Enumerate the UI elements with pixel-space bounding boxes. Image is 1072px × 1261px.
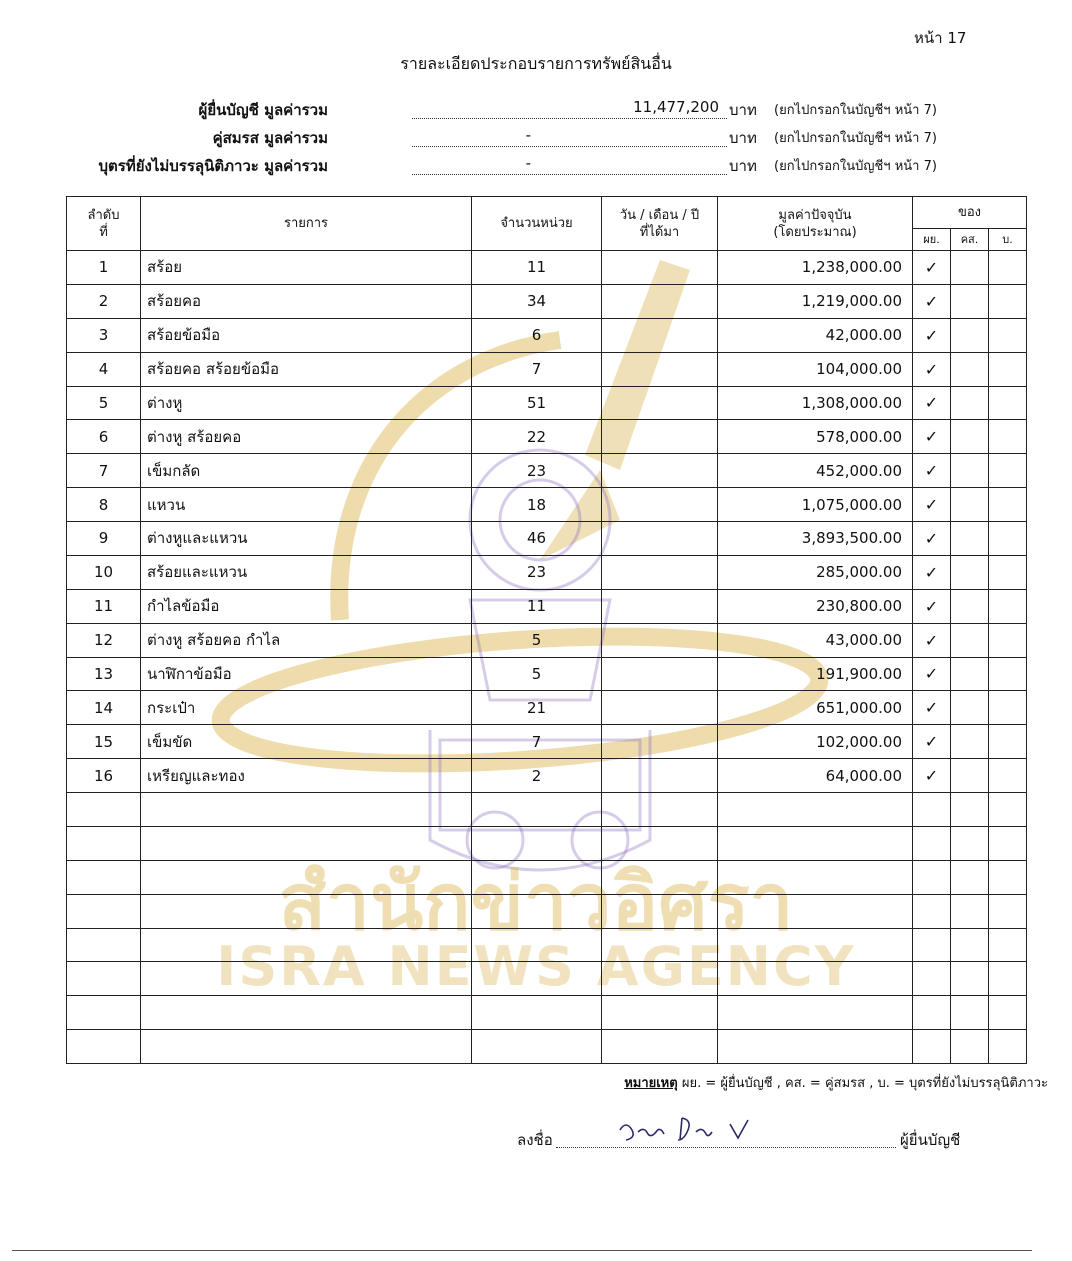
cell-qty: [472, 793, 602, 827]
header-no: ลำดับ ที่: [67, 197, 141, 251]
cell-owner-spouse: [951, 318, 989, 352]
cell-owner-spouse: [951, 691, 989, 725]
table-row: [67, 1030, 1027, 1064]
cell-owner-child: [989, 759, 1027, 793]
cell-owner-child: [989, 251, 1027, 285]
cell-owner-spouse: [951, 894, 989, 928]
cell-value: 104,000.00: [718, 352, 913, 386]
cell-owner-filer: ✓: [913, 251, 951, 285]
cell-qty: 18: [472, 488, 602, 522]
cell-item: [141, 1030, 472, 1064]
cell-owner-child: [989, 488, 1027, 522]
cell-owner-spouse: [951, 488, 989, 522]
cell-no: 10: [67, 555, 141, 589]
cell-owner-spouse: [951, 386, 989, 420]
cell-owner-child: [989, 555, 1027, 589]
watermark-thai-text: สำนักข่าวอิศรา: [278, 858, 794, 948]
cell-qty: [472, 1030, 602, 1064]
cell-qty: [472, 928, 602, 962]
summary-unit: บาท: [729, 157, 757, 175]
cell-owner-filer: [913, 826, 951, 860]
summary-unit: บาท: [729, 101, 757, 119]
cell-no: 11: [67, 589, 141, 623]
cell-date: [602, 1030, 718, 1064]
cell-owner-spouse: [951, 1030, 989, 1064]
cell-no: 14: [67, 691, 141, 725]
footnote: [624, 1072, 1048, 1093]
summary-note: (ยกไปกรอกในบัญชีฯ หน้า 7): [774, 131, 937, 146]
cell-no: 3: [67, 318, 141, 352]
cell-owner-spouse: [951, 555, 989, 589]
table-row: [67, 793, 1027, 827]
summary-unit: บาท: [729, 129, 757, 147]
cell-owner-spouse: [951, 928, 989, 962]
cell-owner-filer: [913, 962, 951, 996]
cell-qty: 7: [472, 725, 602, 759]
cell-no: 9: [67, 522, 141, 556]
cell-item: ต่างหู: [141, 386, 472, 420]
cell-value: [718, 894, 913, 928]
cell-date: [602, 251, 718, 285]
cell-owner-spouse: [951, 759, 989, 793]
cell-owner-spouse: [951, 725, 989, 759]
header-owner: ของ: [913, 197, 1027, 229]
cell-item: กระเป๋า: [141, 691, 472, 725]
cell-value: 64,000.00: [718, 759, 913, 793]
cell-date: [602, 454, 718, 488]
signature-label: ลงชื่อ: [517, 1131, 553, 1149]
cell-date: [602, 759, 718, 793]
cell-date: [602, 691, 718, 725]
cell-item: [141, 826, 472, 860]
signature-row: [0, 1128, 1072, 1156]
cell-value: 1,075,000.00: [718, 488, 913, 522]
cell-owner-child: [989, 386, 1027, 420]
cell-no: 4: [67, 352, 141, 386]
cell-qty: 51: [472, 386, 602, 420]
cell-owner-filer: ✓: [913, 589, 951, 623]
summary-value: -: [525, 126, 531, 144]
cell-item: สร้อย: [141, 251, 472, 285]
cell-owner-spouse: [951, 420, 989, 454]
cell-no: 6: [67, 420, 141, 454]
summary-label: บุตรที่ยังไม่บรรลุนิติภาวะ มูลค่ารวม: [98, 157, 328, 175]
cell-value: 1,238,000.00: [718, 251, 913, 285]
cell-owner-filer: ✓: [913, 420, 951, 454]
cell-no: [67, 928, 141, 962]
cell-owner-child: [989, 454, 1027, 488]
cell-owner-filer: ✓: [913, 522, 951, 556]
asset-rows: [67, 251, 1027, 1064]
cell-owner-child: [989, 1030, 1027, 1064]
cell-item: แหวน: [141, 488, 472, 522]
cell-no: 12: [67, 623, 141, 657]
cell-no: 2: [67, 284, 141, 318]
page-number: หน้า 17: [914, 29, 967, 47]
table-row: [67, 488, 1027, 522]
cell-qty: 5: [472, 623, 602, 657]
cell-item: เข็มขัด: [141, 725, 472, 759]
cell-qty: 5: [472, 657, 602, 691]
table-row: [67, 352, 1027, 386]
cell-date: [602, 894, 718, 928]
cell-qty: 21: [472, 691, 602, 725]
cell-date: [602, 352, 718, 386]
cell-owner-spouse: [951, 826, 989, 860]
bottom-rule: [12, 1250, 1032, 1251]
cell-owner-filer: [913, 996, 951, 1030]
cell-owner-spouse: [951, 962, 989, 996]
cell-value: [718, 826, 913, 860]
cell-owner-child: [989, 589, 1027, 623]
cell-item: นาฬิกาข้อมือ: [141, 657, 472, 691]
cell-no: [67, 894, 141, 928]
cell-owner-filer: ✓: [913, 725, 951, 759]
cell-item: สร้อยข้อมือ: [141, 318, 472, 352]
footnote-text: ผย. = ผู้ยื่นบัญชี , คส. = คู่สมรส , บ. = บุตรที่ยังไม่บรรลุนิติภาวะ: [677, 1076, 1048, 1091]
cell-date: [602, 522, 718, 556]
cell-item: [141, 894, 472, 928]
cell-value: 1,219,000.00: [718, 284, 913, 318]
cell-qty: 34: [472, 284, 602, 318]
table-row: [67, 284, 1027, 318]
header-item: รายการ: [141, 197, 472, 251]
header-owner-child: บ.: [989, 229, 1027, 251]
cell-no: 7: [67, 454, 141, 488]
cell-owner-child: [989, 352, 1027, 386]
cell-date: [602, 488, 718, 522]
cell-qty: 46: [472, 522, 602, 556]
watermark-english-text: ISRA NEWS AGENCY: [216, 935, 856, 998]
cell-qty: 22: [472, 420, 602, 454]
summary-note: (ยกไปกรอกในบัญชีฯ หน้า 7): [774, 103, 937, 118]
cell-qty: [472, 996, 602, 1030]
summary-label: คู่สมรส มูลค่ารวม: [212, 129, 328, 147]
cell-no: [67, 826, 141, 860]
signature-title: ผู้ยื่นบัญชี: [900, 1131, 961, 1149]
cell-value: 42,000.00: [718, 318, 913, 352]
cell-date: [602, 860, 718, 894]
table-row: [67, 894, 1027, 928]
cell-owner-filer: [913, 793, 951, 827]
cell-qty: 23: [472, 454, 602, 488]
cell-owner-spouse: [951, 623, 989, 657]
cell-item: เหรียญและทอง: [141, 759, 472, 793]
cell-date: [602, 657, 718, 691]
cell-item: [141, 928, 472, 962]
cell-date: [602, 420, 718, 454]
cell-owner-child: [989, 318, 1027, 352]
header-value: มูลค่าปัจจุบัน (โดยประมาณ): [718, 197, 913, 251]
cell-no: 15: [67, 725, 141, 759]
cell-date: [602, 555, 718, 589]
cell-value: [718, 996, 913, 1030]
cell-owner-spouse: [951, 793, 989, 827]
cell-owner-filer: ✓: [913, 352, 951, 386]
cell-date: [602, 318, 718, 352]
table-row: [67, 522, 1027, 556]
table-row: [67, 826, 1027, 860]
cell-value: 230,800.00: [718, 589, 913, 623]
cell-owner-filer: ✓: [913, 555, 951, 589]
cell-qty: [472, 826, 602, 860]
cell-date: [602, 962, 718, 996]
cell-item: กำไลข้อมือ: [141, 589, 472, 623]
cell-item: ต่างหูและแหวน: [141, 522, 472, 556]
cell-no: [67, 860, 141, 894]
cell-date: [602, 386, 718, 420]
cell-owner-filer: [913, 1030, 951, 1064]
summary-value-field: [412, 154, 727, 175]
cell-owner-filer: ✓: [913, 454, 951, 488]
summary-child: [0, 154, 1072, 178]
cell-no: 1: [67, 251, 141, 285]
table-row: [67, 860, 1027, 894]
cell-item: สร้อยคอ: [141, 284, 472, 318]
cell-owner-child: [989, 928, 1027, 962]
cell-value: 1,308,000.00: [718, 386, 913, 420]
table-row: [67, 318, 1027, 352]
table-row: [67, 251, 1027, 285]
table-row: [67, 555, 1027, 589]
table-row: [67, 386, 1027, 420]
cell-date: [602, 725, 718, 759]
header-date: วัน / เดือน / ปี ที่ได้มา: [602, 197, 718, 251]
header-qty: จำนวนหน่วย: [472, 197, 602, 251]
cell-value: 578,000.00: [718, 420, 913, 454]
cell-item: ต่างหู สร้อยคอ กำไล: [141, 623, 472, 657]
summary-label: ผู้ยื่นบัญชี มูลค่ารวม: [198, 101, 328, 119]
cell-value: 3,893,500.00: [718, 522, 913, 556]
cell-owner-child: [989, 284, 1027, 318]
cell-owner-spouse: [951, 454, 989, 488]
cell-owner-spouse: [951, 522, 989, 556]
cell-owner-filer: ✓: [913, 759, 951, 793]
cell-value: 285,000.00: [718, 555, 913, 589]
cell-item: [141, 962, 472, 996]
cell-item: [141, 793, 472, 827]
cell-owner-child: [989, 793, 1027, 827]
cell-owner-spouse: [951, 589, 989, 623]
cell-value: 651,000.00: [718, 691, 913, 725]
cell-owner-spouse: [951, 657, 989, 691]
cell-owner-spouse: [951, 284, 989, 318]
table-row: [67, 996, 1027, 1030]
cell-value: [718, 1030, 913, 1064]
cell-owner-child: [989, 860, 1027, 894]
cell-date: [602, 826, 718, 860]
summary-note: (ยกไปกรอกในบัญชีฯ หน้า 7): [774, 159, 937, 174]
cell-owner-filer: ✓: [913, 386, 951, 420]
document-title: รายละเอียดประกอบรายการทรัพย์สินอื่น: [400, 54, 672, 73]
cell-value: 43,000.00: [718, 623, 913, 657]
cell-qty: [472, 962, 602, 996]
table-row: [67, 725, 1027, 759]
cell-value: [718, 962, 913, 996]
cell-value: [718, 860, 913, 894]
cell-no: 13: [67, 657, 141, 691]
cell-qty: 6: [472, 318, 602, 352]
cell-owner-child: [989, 623, 1027, 657]
cell-date: [602, 284, 718, 318]
cell-owner-child: [989, 420, 1027, 454]
handwritten-signature: [612, 1110, 762, 1150]
table-row: [67, 759, 1027, 793]
cell-value: 191,900.00: [718, 657, 913, 691]
summary-filer: [0, 98, 1072, 122]
header-owner-spouse: คส.: [951, 229, 989, 251]
cell-owner-filer: [913, 894, 951, 928]
cell-no: [67, 1030, 141, 1064]
footnote-label: หมายเหตุ: [624, 1076, 678, 1091]
table-row: [67, 928, 1027, 962]
cell-date: [602, 793, 718, 827]
cell-item: [141, 860, 472, 894]
cell-owner-filer: ✓: [913, 623, 951, 657]
cell-item: [141, 996, 472, 1030]
cell-owner-child: [989, 894, 1027, 928]
cell-qty: [472, 860, 602, 894]
cell-owner-filer: ✓: [913, 657, 951, 691]
cell-owner-child: [989, 691, 1027, 725]
table-row: [67, 691, 1027, 725]
cell-qty: 7: [472, 352, 602, 386]
table-row: [67, 623, 1027, 657]
cell-owner-spouse: [951, 860, 989, 894]
cell-owner-spouse: [951, 996, 989, 1030]
cell-qty: [472, 894, 602, 928]
table-row: [67, 657, 1027, 691]
cell-item: สร้อยคอ สร้อยข้อมือ: [141, 352, 472, 386]
cell-value: 452,000.00: [718, 454, 913, 488]
header-owner-filer: ผย.: [913, 229, 951, 251]
cell-owner-child: [989, 725, 1027, 759]
cell-value: 102,000.00: [718, 725, 913, 759]
cell-owner-filer: ✓: [913, 488, 951, 522]
table-row: [67, 962, 1027, 996]
cell-owner-filer: [913, 928, 951, 962]
cell-date: [602, 996, 718, 1030]
summary-value: 11,477,200: [633, 98, 719, 116]
cell-no: [67, 996, 141, 1030]
table-row: [67, 420, 1027, 454]
cell-owner-child: [989, 962, 1027, 996]
table-row: [67, 454, 1027, 488]
cell-qty: 11: [472, 251, 602, 285]
summary-spouse: [0, 126, 1072, 150]
cell-value: [718, 793, 913, 827]
cell-owner-child: [989, 996, 1027, 1030]
cell-owner-filer: ✓: [913, 691, 951, 725]
table-row: [67, 589, 1027, 623]
cell-owner-child: [989, 826, 1027, 860]
summary-value: -: [525, 154, 531, 172]
cell-qty: 11: [472, 589, 602, 623]
cell-owner-child: [989, 657, 1027, 691]
cell-date: [602, 623, 718, 657]
cell-date: [602, 928, 718, 962]
cell-date: [602, 589, 718, 623]
cell-qty: 2: [472, 759, 602, 793]
cell-owner-filer: [913, 860, 951, 894]
cell-item: สร้อยและแหวน: [141, 555, 472, 589]
cell-owner-filer: ✓: [913, 318, 951, 352]
cell-item: เข็มกลัด: [141, 454, 472, 488]
cell-no: [67, 962, 141, 996]
cell-qty: 23: [472, 555, 602, 589]
cell-no: 16: [67, 759, 141, 793]
cell-owner-filer: ✓: [913, 284, 951, 318]
summary-value-field: [412, 126, 727, 147]
cell-owner-spouse: [951, 352, 989, 386]
cell-no: 8: [67, 488, 141, 522]
cell-item: ต่างหู สร้อยคอ: [141, 420, 472, 454]
asset-table: [66, 196, 1027, 1064]
summary-value-field: [412, 98, 727, 119]
cell-no: [67, 793, 141, 827]
cell-value: [718, 928, 913, 962]
cell-owner-spouse: [951, 251, 989, 285]
cell-owner-child: [989, 522, 1027, 556]
cell-no: 5: [67, 386, 141, 420]
